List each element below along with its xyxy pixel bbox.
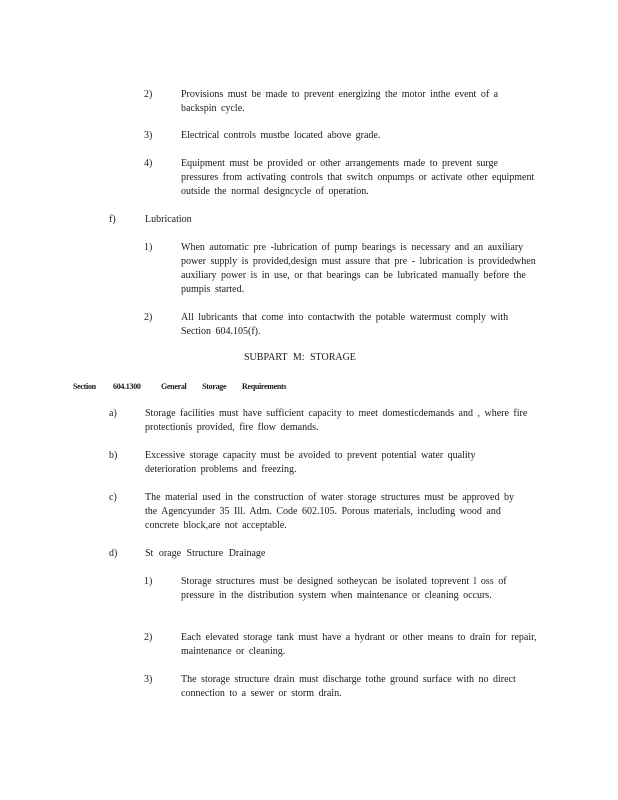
lubrication-heading: Lubrication (145, 214, 192, 225)
section-title: General Storage Requirements (161, 382, 287, 391)
section-letter: b) (109, 450, 118, 461)
paragraph-excessive-storage: Excessive storage capacity must be avoided to prevent potential water quality deterioration problems and freezing. (145, 450, 476, 475)
paragraph-elevated-tank: Each elevated storage tank must have a hydrant or other means to drain for repair, maintenance or cleaning. (181, 632, 537, 657)
item-number: 4) (144, 158, 153, 169)
section-letter: d) (109, 548, 118, 559)
subpart-heading: SUBPART M: STORAGE (244, 352, 356, 363)
drainage-heading: St orage Structure Drainage (145, 548, 266, 559)
section-number: 604.1300 (113, 382, 141, 391)
item-number: 2) (144, 89, 153, 100)
paragraph-pre-lubrication: When automatic pre -lubrication of pump bearings is necessary and an auxiliary power supply is provided,design must assure that pre - lubrication is providedwhen auxiliary power is in use, or that bearings can be lubricated manually before the pumpis started. (181, 242, 536, 295)
paragraph-backspin: Provisions must be made to prevent energizing the motor inthe event of a backspin cycle. (181, 89, 499, 114)
section-letter: c) (109, 492, 117, 503)
paragraph-isolation: Storage structures must be designed sotheycan be isolated toprevent l oss of pressure in the distribution system when maintenance or cleaning occurs. (181, 576, 507, 601)
item-number: 1) (144, 242, 153, 253)
item-number: 2) (144, 632, 153, 643)
item-number: 1) (144, 576, 153, 587)
section-letter: f) (109, 214, 116, 225)
paragraph-materials: The material used in the construction of water storage structures must be approved by the Agencyunder 35 Ill. Adm. Code 602.105. Porous materials, including wood and concrete block,are not acceptable. (145, 492, 514, 531)
paragraph-storage-capacity: Storage facilities must have sufficient capacity to meet domesticdemands and , where fire protectionis provided, fire flow demands. (145, 408, 528, 433)
section-letter: a) (109, 408, 117, 419)
item-number: 2) (144, 312, 153, 323)
item-number: 3) (144, 130, 153, 141)
item-number: 3) (144, 674, 153, 685)
paragraph-lubricants: All lubricants that come into contactwith the potable watermust comply with Section 604.105(f). (181, 312, 509, 337)
paragraph-electrical-controls: Electrical controls mustbe located above grade. (181, 130, 381, 141)
paragraph-surge-pressures: Equipment must be provided or other arrangements made to prevent surge pressures from activating controls that switch onpumps or activate other equipment outside the normal designcycle of operation. (181, 158, 535, 197)
section-label: Section (73, 382, 96, 391)
paragraph-structure-drain: The storage structure drain must discharge tothe ground surface with no direct connection to a sewer or storm drain. (181, 674, 516, 699)
